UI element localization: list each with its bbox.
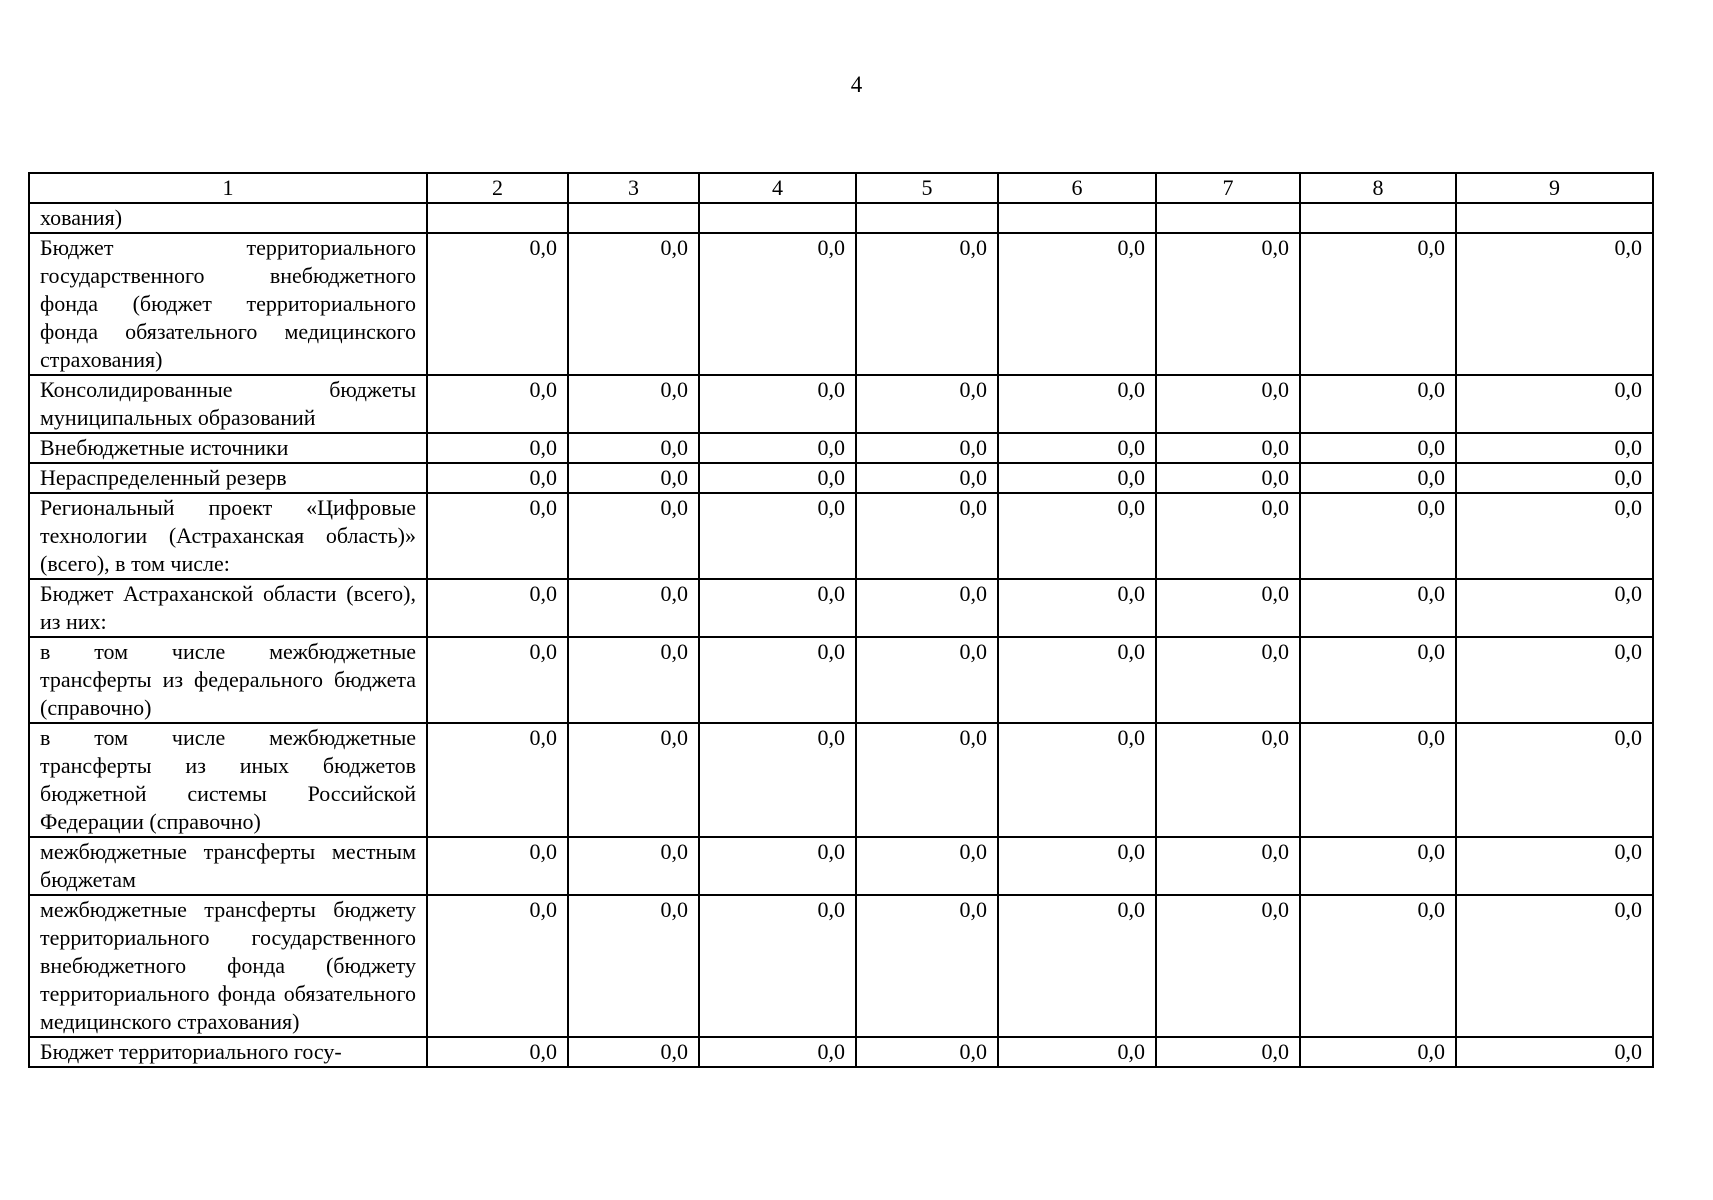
value-cell: 0,0	[699, 579, 856, 637]
value-cell: 0,0	[1456, 837, 1653, 895]
value-cell: 0,0	[1156, 375, 1300, 433]
row-label: межбюджетные трансферты местным бюджетам	[29, 837, 427, 895]
row-label: Бюджет территориального государственного внебюджетного фонда (бюджет территориального фонда обязательного медицинского страхования)	[29, 233, 427, 375]
table-row	[29, 463, 1653, 493]
value-cell	[856, 203, 998, 233]
value-cell: 0,0	[568, 723, 699, 837]
row-label: Консолидированные бюджеты муниципальных образований	[29, 375, 427, 433]
value-cell: 0,0	[1456, 493, 1653, 579]
value-cell: 0,0	[998, 637, 1156, 723]
table-body	[29, 203, 1653, 1067]
value-cell: 0,0	[1156, 493, 1300, 579]
value-cell: 0,0	[998, 837, 1156, 895]
value-cell	[998, 203, 1156, 233]
value-cell	[1300, 203, 1456, 233]
value-cell: 0,0	[699, 375, 856, 433]
value-cell: 0,0	[1456, 375, 1653, 433]
value-cell	[1456, 203, 1653, 233]
value-cell: 0,0	[1456, 637, 1653, 723]
table-row	[29, 493, 1653, 579]
column-header-4: 4	[699, 173, 856, 203]
value-cell: 0,0	[699, 637, 856, 723]
value-cell: 0,0	[1300, 637, 1456, 723]
value-cell: 0,0	[1300, 723, 1456, 837]
value-cell: 0,0	[1456, 433, 1653, 463]
value-cell: 0,0	[856, 433, 998, 463]
table-row	[29, 637, 1653, 723]
value-cell: 0,0	[427, 493, 568, 579]
table-header	[29, 173, 1653, 203]
row-label: Региональный проект «Цифровые технологии (Астраханская область)» (всего), в том числе:	[29, 493, 427, 579]
column-header-3: 3	[568, 173, 699, 203]
value-cell: 0,0	[427, 1037, 568, 1067]
value-cell	[699, 203, 856, 233]
value-cell: 0,0	[856, 375, 998, 433]
value-cell: 0,0	[427, 579, 568, 637]
table-row	[29, 579, 1653, 637]
value-cell: 0,0	[1300, 375, 1456, 433]
value-cell: 0,0	[998, 233, 1156, 375]
table-row	[29, 837, 1653, 895]
value-cell: 0,0	[427, 637, 568, 723]
table-row	[29, 203, 1653, 233]
row-label: в том числе межбюджетные трансферты из федерального бюджета (справочно)	[29, 637, 427, 723]
value-cell: 0,0	[856, 463, 998, 493]
value-cell: 0,0	[856, 1037, 998, 1067]
value-cell: 0,0	[699, 233, 856, 375]
value-cell: 0,0	[699, 433, 856, 463]
value-cell: 0,0	[1156, 233, 1300, 375]
value-cell: 0,0	[699, 493, 856, 579]
value-cell: 0,0	[856, 637, 998, 723]
value-cell: 0,0	[856, 493, 998, 579]
value-cell: 0,0	[1156, 723, 1300, 837]
value-cell: 0,0	[1456, 233, 1653, 375]
value-cell: 0,0	[998, 375, 1156, 433]
row-label: хования)	[29, 203, 427, 233]
value-cell: 0,0	[427, 433, 568, 463]
row-label: Бюджет Астраханской области (всего), из них:	[29, 579, 427, 637]
column-header-8: 8	[1300, 173, 1456, 203]
value-cell: 0,0	[427, 375, 568, 433]
value-cell: 0,0	[1156, 1037, 1300, 1067]
value-cell: 0,0	[1300, 1037, 1456, 1067]
value-cell: 0,0	[568, 375, 699, 433]
table-row	[29, 375, 1653, 433]
value-cell: 0,0	[699, 1037, 856, 1067]
row-label: Внебюджетные источники	[29, 433, 427, 463]
value-cell: 0,0	[1300, 433, 1456, 463]
value-cell	[568, 203, 699, 233]
value-cell	[427, 203, 568, 233]
value-cell: 0,0	[1456, 579, 1653, 637]
value-cell: 0,0	[856, 723, 998, 837]
value-cell: 0,0	[427, 895, 568, 1037]
value-cell: 0,0	[998, 579, 1156, 637]
value-cell: 0,0	[856, 233, 998, 375]
table-row	[29, 1037, 1653, 1067]
value-cell: 0,0	[1156, 637, 1300, 723]
value-cell: 0,0	[856, 579, 998, 637]
value-cell: 0,0	[1300, 493, 1456, 579]
table-row	[29, 233, 1653, 375]
value-cell: 0,0	[568, 1037, 699, 1067]
value-cell: 0,0	[998, 493, 1156, 579]
table-row	[29, 723, 1653, 837]
value-cell: 0,0	[1156, 895, 1300, 1037]
column-header-5: 5	[856, 173, 998, 203]
value-cell: 0,0	[856, 895, 998, 1037]
value-cell: 0,0	[1300, 895, 1456, 1037]
value-cell: 0,0	[427, 723, 568, 837]
value-cell: 0,0	[699, 837, 856, 895]
value-cell: 0,0	[1156, 433, 1300, 463]
value-cell: 0,0	[568, 637, 699, 723]
value-cell: 0,0	[568, 837, 699, 895]
table-row	[29, 895, 1653, 1037]
value-cell: 0,0	[1156, 463, 1300, 493]
value-cell: 0,0	[427, 463, 568, 493]
column-header-2: 2	[427, 173, 568, 203]
column-header-1: 1	[29, 173, 427, 203]
value-cell: 0,0	[568, 433, 699, 463]
value-cell: 0,0	[427, 837, 568, 895]
value-cell: 0,0	[1300, 233, 1456, 375]
value-cell: 0,0	[568, 579, 699, 637]
table-row	[29, 433, 1653, 463]
row-label: в том числе межбюджетные трансферты из иных бюджетов бюджетной системы Российской Федерации (справочно)	[29, 723, 427, 837]
value-cell: 0,0	[856, 837, 998, 895]
value-cell: 0,0	[568, 895, 699, 1037]
value-cell: 0,0	[699, 463, 856, 493]
value-cell: 0,0	[998, 723, 1156, 837]
value-cell: 0,0	[699, 895, 856, 1037]
value-cell: 0,0	[568, 463, 699, 493]
value-cell: 0,0	[1156, 579, 1300, 637]
value-cell: 0,0	[998, 1037, 1156, 1067]
value-cell: 0,0	[1456, 895, 1653, 1037]
header-row	[29, 173, 1653, 203]
page-number: 4	[850, 72, 863, 97]
column-header-9: 9	[1456, 173, 1653, 203]
value-cell: 0,0	[1156, 837, 1300, 895]
value-cell: 0,0	[1456, 463, 1653, 493]
value-cell: 0,0	[699, 723, 856, 837]
value-cell: 0,0	[998, 895, 1156, 1037]
value-cell: 0,0	[568, 233, 699, 375]
value-cell: 0,0	[1300, 837, 1456, 895]
value-cell: 0,0	[1456, 723, 1653, 837]
budget-table	[28, 172, 1654, 1068]
value-cell: 0,0	[998, 463, 1156, 493]
value-cell: 0,0	[568, 493, 699, 579]
row-label: Бюджет территориального госу-	[29, 1037, 427, 1067]
column-header-6: 6	[998, 173, 1156, 203]
value-cell: 0,0	[998, 433, 1156, 463]
value-cell: 0,0	[1456, 1037, 1653, 1067]
value-cell: 0,0	[1300, 463, 1456, 493]
value-cell	[1156, 203, 1300, 233]
value-cell: 0,0	[1300, 579, 1456, 637]
value-cell: 0,0	[427, 233, 568, 375]
row-label: Нераспределенный резерв	[29, 463, 427, 493]
column-header-7: 7	[1156, 173, 1300, 203]
row-label: межбюджетные трансферты бюджету территориального государственного внебюджетного фонда (бюджету территориального фонда обязательного медицинского страхования)	[29, 895, 427, 1037]
